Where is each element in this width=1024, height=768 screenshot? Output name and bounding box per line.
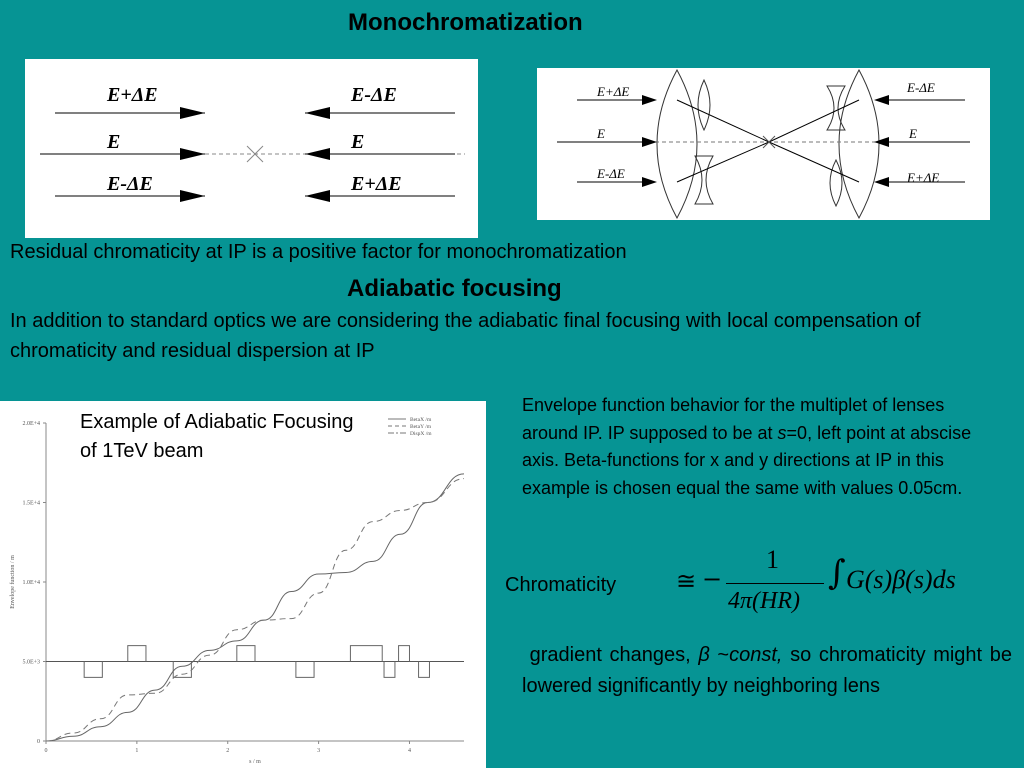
small-lens-left-top (698, 80, 710, 130)
envelope-description (522, 392, 1002, 502)
r-label-left-2: E-ΔE (597, 166, 625, 181)
envelope-desc-s: s (777, 422, 787, 443)
x-tick-label: 1 (135, 748, 139, 754)
gradient-part3: so chromaticity might be lowered significantly by neighboring lens (522, 644, 1012, 697)
small-lens-right-bottom (830, 160, 842, 206)
formula-denominator: 4π(HR) (728, 588, 800, 614)
x-tick-label: 0 (44, 748, 48, 754)
lens-block-8 (419, 662, 430, 678)
lens-focusing-diagram (537, 68, 990, 220)
big-lens-left (657, 70, 697, 218)
r-label-left-1: E (597, 126, 605, 141)
formula-fraction-bar (726, 583, 824, 584)
concave-lens-left-bottom (695, 156, 713, 204)
gradient-part2: ~ (709, 644, 730, 666)
lens-block-4 (296, 662, 314, 678)
y-tick-label: 1.0E+4 (22, 580, 40, 586)
title-adiabatic-focusing: Adiabatic focusing (347, 275, 562, 302)
x-tick-label: 4 (407, 748, 411, 754)
lens-block-3 (237, 646, 255, 662)
example-caption: Example of Adiabatic Focusing of 1TeV beam (80, 411, 354, 462)
lens-block-1 (128, 646, 146, 662)
lens-block-5 (350, 646, 382, 662)
lens-block-2 (173, 662, 191, 678)
x-tick-label: 3 (317, 748, 321, 754)
legend-label-2: DispX /m (410, 431, 432, 437)
x-axis-label: s / m (249, 759, 261, 765)
formula-integrand: G(s)β(s)ds (846, 565, 956, 594)
series-betax (46, 474, 464, 741)
gradient-beta: β (698, 644, 710, 666)
big-lens-right (839, 70, 879, 218)
r-label-right-1: E (909, 126, 917, 141)
legend-label-0: BetaX /m (410, 417, 432, 423)
y-tick-label: 1.5E+4 (22, 500, 40, 507)
lens-block-6 (384, 662, 395, 678)
label-left-1: E (107, 131, 121, 153)
series-betay (46, 479, 464, 741)
formula-numerator: 1 (766, 545, 779, 574)
chromaticity-label: Chromaticity (505, 574, 617, 596)
title-monochromatization: Monochromatization (348, 9, 583, 36)
lens-block-7 (399, 646, 410, 662)
gradient-const: const, (729, 644, 783, 666)
formula-integral: ∫ (828, 553, 846, 593)
r-label-right-2: E+ΔE (907, 170, 940, 185)
chromaticity-formula (676, 545, 996, 625)
legend-label-1: BetaY /m (410, 424, 432, 430)
lens-block-0 (84, 662, 102, 678)
head-on-collision-diagram (25, 59, 478, 238)
intro-text: In addition to standard optics we are considering the adiabatic final focusing with local compensation of chromaticity and residual dispersion at IP (10, 310, 921, 362)
y-tick-label: 0 (37, 739, 40, 745)
monochromatization-diagram-right (537, 68, 990, 220)
monochromatization-diagram-left (25, 59, 478, 238)
formula-approx: ≅ (676, 567, 697, 595)
r-label-right-0: E-ΔE (907, 80, 935, 95)
residual-chromaticity-text: Residual chromaticity at IP is a positive factor for monochromatization (10, 241, 627, 263)
x-tick-label: 2 (226, 748, 230, 754)
gradient-text (522, 640, 1012, 702)
label-left-0: E+ΔE (107, 84, 158, 106)
y-tick-label: 2.0E+4 (22, 421, 40, 427)
label-right-2: E+ΔE (351, 173, 402, 195)
label-right-0: E-ΔE (351, 84, 397, 106)
formula-minus: − (702, 565, 723, 593)
envelope-desc-part2: =0, left point at abscise axis. Beta-functions for x and y directions at IP in this example is chosen equal the same with values 0.05cm. (522, 422, 972, 498)
label-right-1: E (351, 131, 365, 153)
label-left-2: E-ΔE (107, 173, 153, 195)
envelope-desc-part1: Envelope function behavior for the multiplet of lenses around IP. IP supposed to be at (522, 395, 945, 443)
gradient-part1: gradient changes, (529, 644, 699, 666)
y-axis-label: Envelope function / m (10, 555, 16, 609)
r-label-left-0: E+ΔE (597, 84, 630, 99)
y-tick-label: 5.0E+3 (22, 659, 40, 666)
